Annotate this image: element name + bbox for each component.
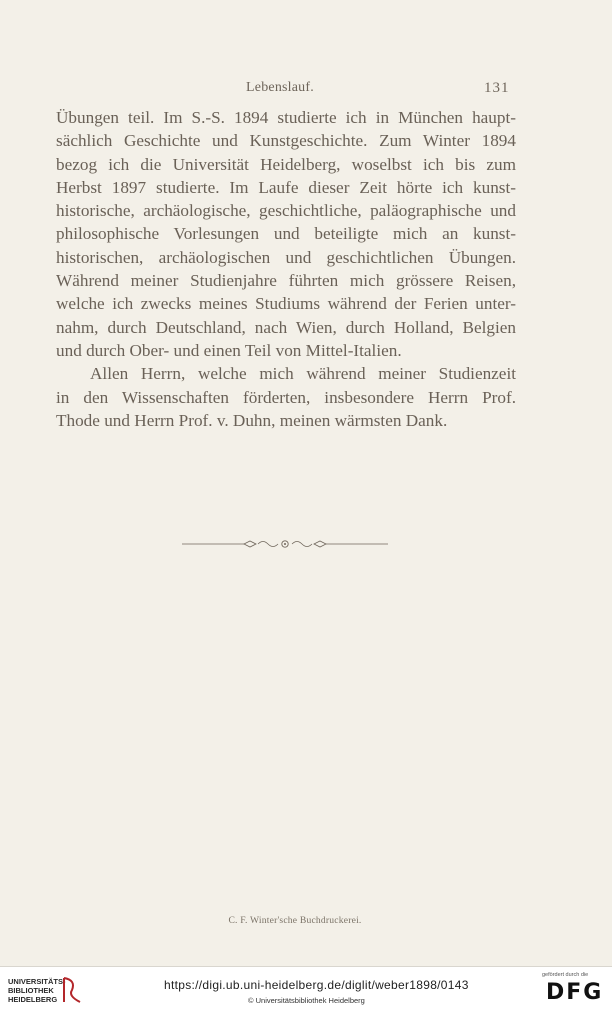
- text-line: Thode und Herrn Prof. v. Duhn, meinen wärmsten Dank.: [56, 410, 448, 430]
- text-line: Allen Herrn, welche mich während meiner Studienzeit: [90, 364, 516, 384]
- text-line: sächlich Geschichte und Kunstgeschichte. Zum Winter 1894: [56, 131, 516, 151]
- page-number: 131: [484, 80, 510, 96]
- text-line: nahm, durch Deutschland, nach Wien, durch Holland, Belgien: [56, 317, 516, 337]
- dfg-logo: DFG: [546, 980, 604, 1005]
- text-line: historischen, archäologischen und geschichtlichen Übungen.: [56, 247, 516, 267]
- text-line: bezog ich die Universität Heidelberg, woselbst ich bis zum: [56, 154, 516, 174]
- body-text: [56, 106, 516, 432]
- library-name: UNIVERSITÄTS- BIBLIOTHEK HEIDELBERG: [8, 977, 66, 1004]
- text-line: historische, archäologische, geschichtliche, paläographische und: [56, 201, 516, 221]
- copyright-notice: © Universitätsbibliothek Heidelberg: [248, 996, 365, 1005]
- text-line: und durch Ober- und einen Teil von Mittel-Italien.: [56, 340, 402, 360]
- text-line: Herbst 1897 studierte. Im Laufe dieser Zeit hörte ich kunst-: [56, 177, 516, 197]
- permalink-url[interactable]: https://digi.ub.uni-heidelberg.de/diglit/weber1898/0143: [164, 978, 469, 992]
- text-line: in den Wissenschaften förderten, insbesondere Herrn Prof.: [56, 387, 516, 407]
- ornament-divider: [182, 538, 388, 550]
- printer-colophon: C. F. Winter'sche Buchdruckerei.: [228, 915, 362, 926]
- library-logo-icon: [60, 976, 84, 1004]
- viewer-footer: [0, 966, 612, 1012]
- running-title: Lebenslauf.: [246, 80, 314, 95]
- text-line: Übungen teil. Im S.-S. 1894 studierte ich in München haupt-: [56, 108, 516, 127]
- funding-note: gefördert durch die: [542, 972, 589, 978]
- text-line: welche ich zwecks meines Studiums während der Ferien unter-: [56, 294, 516, 314]
- text-line: philosophische Vorlesungen und beteiligte mich an kunst-: [56, 224, 516, 244]
- text-line: Während meiner Studienjahre führten mich grössere Reisen,: [56, 271, 516, 291]
